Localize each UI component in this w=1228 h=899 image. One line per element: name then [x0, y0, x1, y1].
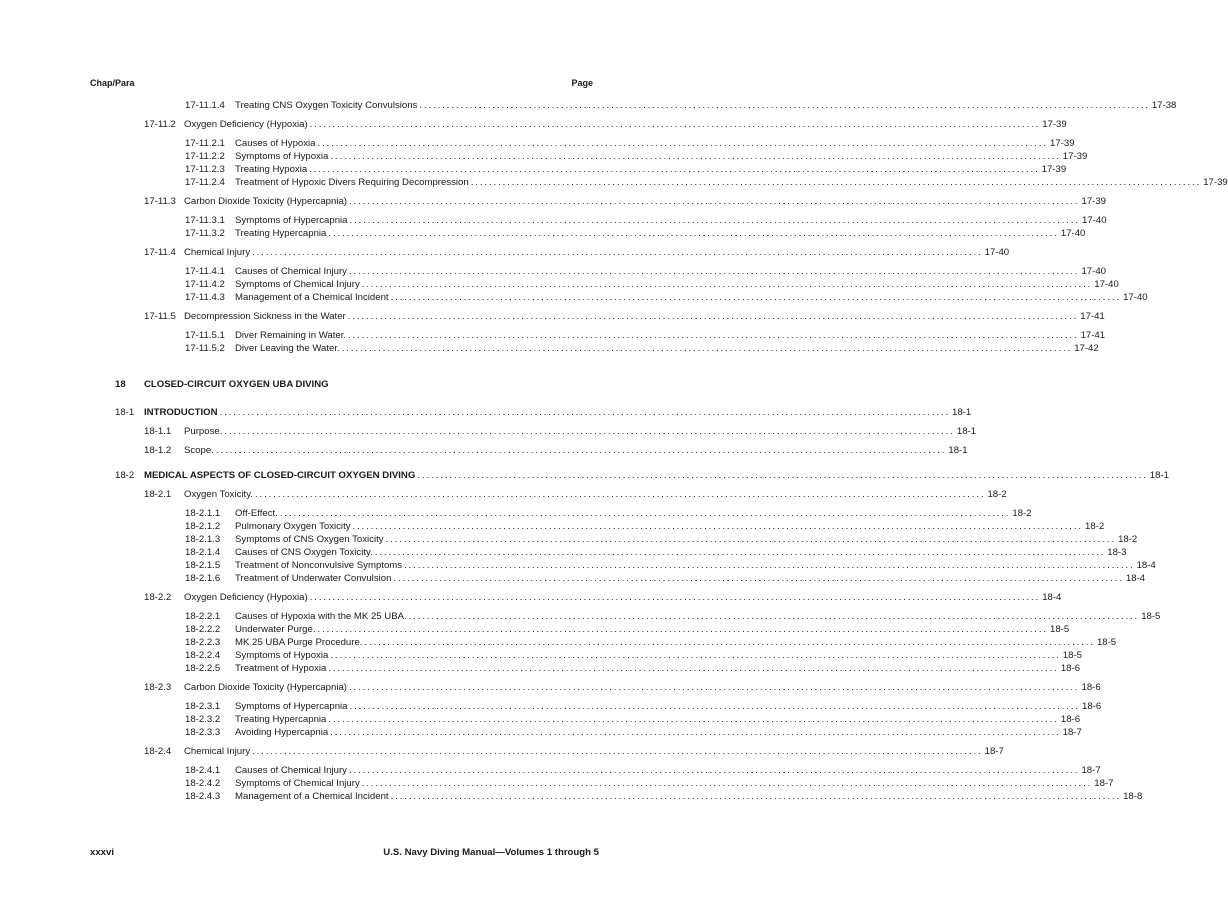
dot-leader: ................................................................................................................................................................ — [328, 714, 1059, 725]
toc-entry-page: 17-39 — [1042, 119, 1067, 130]
column-header-page: Page — [571, 78, 593, 88]
dot-leader: ................................................................................................................................................................ — [364, 637, 1095, 648]
toc-entry-number: 17-11.1.4 — [185, 100, 225, 111]
toc-entry-number: 17-11.5.2 — [185, 343, 225, 354]
toc-entry-title: Symptoms of Chemical Injury — [235, 778, 360, 789]
toc-entry-title: Treating Hypercapnia — [235, 228, 327, 239]
dot-leader: ................................................................................................................................................................ — [385, 534, 1117, 545]
toc-entry-page: 18-4 — [1136, 560, 1156, 571]
dot-leader: ................................................................................................................................................................ — [317, 624, 1049, 635]
toc-entry-number: 18-2.4 — [144, 746, 172, 757]
dot-leader: ................................................................................................................................................................ — [348, 765, 1080, 776]
toc-entry-number: 18-2.3 — [144, 682, 172, 693]
dot-leader: ................................................................................................................................................................ — [349, 701, 1080, 712]
toc-entry-number: 18-2.1.2 — [185, 521, 221, 532]
toc-entry-number: 18-2.2.1 — [185, 611, 221, 622]
toc-entry-title: Oxygen Deficiency (Hypoxia) — [184, 592, 308, 603]
chapter-title: CLOSED-CIRCUIT OXYGEN UBA DIVING — [144, 379, 329, 390]
toc-entry-title: Carbon Dioxide Toxicity (Hypercapnia) — [184, 196, 347, 207]
toc-entry-page: 18-6 — [1060, 663, 1081, 674]
toc-entry-number: 17-11.5 — [144, 311, 176, 322]
toc-entry-title: Oxygen Toxicity. — [184, 489, 253, 500]
toc-entry[interactable] — [144, 488, 1007, 501]
toc-entry-title: Avoiding Hypercapnia — [235, 727, 329, 738]
toc-entry-title: Scope. — [184, 445, 214, 456]
toc-entry-title: Treatment of Underwater Convulsion — [235, 573, 392, 584]
toc-entry-page: 18-4 — [1042, 592, 1062, 603]
toc-entry-page: 18-3 — [1107, 547, 1127, 558]
dot-leader: ................................................................................................................................................................ — [341, 343, 1073, 354]
toc-entry[interactable] — [185, 777, 1114, 790]
toc-entry-title: Off-Effect. — [235, 508, 278, 519]
toc-entry[interactable] — [185, 278, 1119, 291]
toc-entry-number: 18-2.1.4 — [185, 547, 221, 558]
toc-entry[interactable] — [185, 623, 1070, 636]
toc-entry-page: 18-2 — [1118, 534, 1138, 545]
toc-entry-page: 18-2 — [1085, 521, 1105, 532]
dot-leader: ................................................................................................................................................................ — [408, 611, 1140, 622]
toc-entry-title: Treating CNS Oxygen Toxicity Convulsions — [235, 100, 418, 111]
toc-entry-number: 17-11.2.2 — [185, 151, 225, 162]
toc-entry-number: 18-2.1.5 — [185, 560, 221, 571]
toc-entry[interactable] — [185, 713, 1081, 726]
toc-entry-number: 18-1.2 — [144, 445, 172, 456]
toc-entry[interactable] — [185, 764, 1101, 777]
toc-entry-title: Pulmonary Oxygen Toxicity — [235, 521, 351, 532]
toc-entry-title: Oxygen Deficiency (Hypoxia) — [184, 119, 308, 130]
toc-entry-title: Symptoms of Chemical Injury — [235, 279, 360, 290]
toc-entry-page: 17-40 — [1094, 279, 1119, 290]
toc-entry[interactable] — [185, 227, 1086, 240]
toc-entry-title: Carbon Dioxide Toxicity (Hypercapnia) — [184, 682, 347, 693]
toc-entry-number: 18-2.3.2 — [185, 714, 221, 725]
toc-entry-title: Diver Remaining in Water. — [235, 330, 347, 341]
toc-entry[interactable] — [144, 246, 1010, 259]
toc-entry[interactable] — [115, 469, 1169, 482]
toc-entry-number: 17-11.4 — [144, 247, 176, 258]
toc-entry[interactable] — [185, 700, 1102, 713]
dot-leader: ................................................................................................................................................................ — [390, 292, 1122, 303]
toc-entry-title: Management of a Chemical Incident — [235, 292, 389, 303]
toc-entry-title: Causes of Hypoxia — [235, 138, 316, 149]
toc-entry[interactable] — [185, 176, 1228, 189]
toc-entry[interactable] — [185, 163, 1067, 176]
toc-entry[interactable] — [144, 118, 1067, 131]
toc-entry[interactable] — [185, 559, 1156, 572]
dot-leader: ................................................................................................................................................................ — [352, 521, 1084, 532]
dot-leader: ................................................................................................................................................................ — [330, 650, 1061, 661]
toc-entry-number: 17-11.2.1 — [185, 138, 225, 149]
toc-entry-page: 18-7 — [1062, 727, 1082, 738]
toc-entry[interactable] — [185, 662, 1081, 675]
toc-entry-title: Diver Leaving the Water. — [235, 343, 340, 354]
toc-entry-title: Causes of Chemical Injury — [235, 266, 347, 277]
toc-entry-title: Symptoms of Hypercapnia — [235, 701, 348, 712]
dot-leader: ................................................................................................................................................................ — [309, 119, 1041, 130]
dot-leader: ................................................................................................................................................................ — [470, 177, 1202, 188]
toc-entry-title: Symptoms of Hypercapnia — [235, 215, 348, 226]
toc-entry-title: Causes of Hypoxia with the MK 25 UBA. — [235, 611, 407, 622]
toc-entry[interactable] — [115, 406, 972, 419]
toc-entry[interactable] — [185, 790, 1143, 803]
dot-leader: ................................................................................................................................................................ — [348, 330, 1079, 341]
toc-entry-page: 18-8 — [1123, 791, 1143, 802]
toc-entry[interactable] — [185, 342, 1099, 355]
toc-entry-page: 18-7 — [1094, 778, 1114, 789]
dot-leader: ................................................................................................................................................................ — [224, 426, 955, 437]
toc-entry-number: 18-1.1 — [144, 426, 172, 437]
toc-entry[interactable] — [185, 99, 1177, 112]
toc-entry[interactable] — [185, 572, 1146, 585]
toc-entry-number: 18-2.1.6 — [185, 573, 221, 584]
manual-title: U.S. Navy Diving Manual—Volumes 1 through 5 — [383, 847, 599, 858]
dot-leader: ................................................................................................................................................................ — [215, 445, 947, 456]
toc-entry[interactable] — [144, 195, 1107, 208]
dot-leader: ................................................................................................................................................................ — [419, 100, 1150, 111]
toc-entry[interactable] — [185, 610, 1161, 623]
toc-entry-page: 18-2 — [1012, 508, 1032, 519]
toc-entry-number: 18-2.2 — [144, 592, 172, 603]
toc-entry-number: 18-2 — [115, 470, 135, 481]
toc-entry-number: 18-2.1 — [144, 489, 172, 500]
dot-leader: ................................................................................................................................................................ — [279, 508, 1011, 519]
toc-entry-number: 17-11.4.3 — [185, 292, 225, 303]
toc-entry-number: 18-2.2.4 — [185, 650, 221, 661]
toc-entry[interactable] — [144, 745, 1004, 758]
toc-entry-page: 18-7 — [984, 746, 1004, 757]
toc-entry-title: Symptoms of Hypoxia — [235, 151, 329, 162]
toc-entry-page: 18-1 — [956, 426, 977, 437]
toc-entry[interactable] — [144, 591, 1062, 604]
toc-entry[interactable] — [144, 444, 968, 457]
toc-entry-page: 18-2 — [987, 489, 1007, 500]
dot-leader: ................................................................................................................................................................ — [349, 682, 1080, 693]
toc-entry-page: 18-5 — [1050, 624, 1070, 635]
toc-entry[interactable] — [144, 681, 1101, 694]
toc-entry[interactable] — [144, 310, 1105, 323]
dot-leader: ................................................................................................................................................................ — [390, 791, 1122, 802]
toc-entry-page: 17-40 — [1123, 292, 1148, 303]
toc-entry[interactable] — [185, 520, 1105, 533]
toc-entry[interactable] — [185, 329, 1106, 342]
toc-entry-page: 17-40 — [1081, 266, 1107, 277]
toc-entry-title: Treatment of Hypoxia — [235, 663, 327, 674]
dot-leader: ................................................................................................................................................................ — [348, 266, 1080, 277]
toc-entry-title: Underwater Purge. — [235, 624, 316, 635]
toc-entry-page: 17-39 — [1041, 164, 1067, 175]
dot-leader: ................................................................................................................................................................ — [330, 727, 1061, 738]
dot-leader: ................................................................................................................................................................ — [309, 164, 1040, 175]
toc-entry-number: 17-11.5.1 — [185, 330, 225, 341]
toc-entry-page: 17-40 — [984, 247, 1010, 258]
toc-entry-title: MK 25 UBA Purge Procedure. — [235, 637, 363, 648]
toc-entry-number: 18-2.3.1 — [185, 701, 221, 712]
toc-entry-page: 17-40 — [1060, 228, 1086, 239]
toc-entry-number: 17-11.3 — [144, 196, 176, 207]
toc-entry-number: 17-11.3.1 — [185, 215, 225, 226]
toc-entry[interactable] — [185, 150, 1088, 163]
toc-entry-title: Treatment of Hypoxic Divers Requiring Decompression — [235, 177, 469, 188]
toc-entry-title: Symptoms of Hypoxia — [235, 650, 329, 661]
toc-entry-number: 17-11.3.2 — [185, 228, 225, 239]
toc-entry-page: 18-1 — [948, 445, 968, 456]
toc-entry-page: 17-39 — [1062, 151, 1088, 162]
toc-entry-page: 17-39 — [1050, 138, 1075, 149]
toc-entry-title: Management of a Chemical Incident — [235, 791, 389, 802]
toc-entry-page: 17-41 — [1080, 311, 1105, 322]
toc-entry[interactable] — [185, 214, 1107, 227]
toc-entry[interactable] — [185, 137, 1075, 150]
dot-leader: ................................................................................................................................................................ — [328, 228, 1059, 239]
chapter-number: 18 — [115, 379, 126, 390]
toc-entry-title: Causes of Chemical Injury — [235, 765, 347, 776]
toc-entry-number: 18-2.4.2 — [185, 778, 221, 789]
toc-entry-page: 18-5 — [1096, 637, 1117, 648]
toc-entry-title: Symptoms of CNS Oxygen Toxicity — [235, 534, 384, 545]
toc-entry[interactable] — [144, 425, 977, 438]
toc-entry[interactable] — [185, 726, 1082, 739]
toc-entry-title: Decompression Sickness in the Water — [184, 311, 346, 322]
toc-entry-number: 17-11.4.2 — [185, 279, 225, 290]
toc-entry-page: 17-42 — [1074, 343, 1099, 354]
toc-entry-page: 18-6 — [1081, 682, 1101, 693]
toc-entry-number: 18-2.2.3 — [185, 637, 221, 648]
toc-entry-number: 17-11.2 — [144, 119, 176, 130]
dot-leader: ................................................................................................................................................................ — [330, 151, 1061, 162]
toc-entry-page: 18-5 — [1062, 650, 1082, 661]
toc-entry-number: 18-2.3.3 — [185, 727, 221, 738]
dot-leader: ................................................................................................................................................................ — [347, 311, 1079, 322]
toc-entry-title: MEDICAL ASPECTS OF CLOSED-CIRCUIT OXYGEN DIVING — [144, 470, 416, 481]
toc-entry-number: 18-2.4.1 — [185, 765, 221, 776]
dot-leader: ................................................................................................................................................................ — [309, 592, 1041, 603]
toc-entry-title: Treating Hypoxia — [235, 164, 308, 175]
toc-entry-title: Treatment of Nonconvulsive Symptoms — [235, 560, 403, 571]
dot-leader: ................................................................................................................................................................ — [254, 489, 986, 500]
dot-leader: ................................................................................................................................................................ — [252, 746, 983, 757]
toc-entry[interactable] — [185, 649, 1082, 662]
toc-entry-page: 17-39 — [1081, 196, 1107, 207]
dot-leader: ................................................................................................................................................................ — [317, 138, 1049, 149]
toc-entry-number: 18-2.2.5 — [185, 663, 221, 674]
toc-entry-title: Chemical Injury — [184, 247, 251, 258]
dot-leader: ................................................................................................................................................................ — [417, 470, 1148, 481]
toc-entry-page: 18-7 — [1081, 765, 1101, 776]
toc-entry-page: 18-4 — [1125, 573, 1146, 584]
toc-entry-title: Chemical Injury — [184, 746, 251, 757]
dot-leader: ................................................................................................................................................................ — [361, 279, 1093, 290]
toc-entry[interactable] — [185, 291, 1148, 304]
dot-leader: ................................................................................................................................................................ — [393, 573, 1124, 584]
toc-entry-number: 18-2.1.1 — [185, 508, 221, 519]
toc-entry-page: 18-6 — [1060, 714, 1081, 725]
toc-entry-number: 17-11.4.1 — [185, 266, 225, 277]
toc-entry[interactable] — [185, 546, 1127, 559]
dot-leader: ................................................................................................................................................................ — [404, 560, 1135, 571]
toc-entry[interactable] — [185, 636, 1117, 649]
toc-entry-number: 17-11.2.4 — [185, 177, 225, 188]
toc-entry-page: 18-1 — [952, 407, 972, 418]
toc-entry-page: 18-6 — [1082, 701, 1102, 712]
toc-entry-page: 17-38 — [1151, 100, 1177, 111]
toc-entry-title: INTRODUCTION — [144, 407, 218, 418]
toc-entry-page: 18-5 — [1141, 611, 1161, 622]
toc-entry-number: 18-2.2.2 — [185, 624, 221, 635]
dot-leader: ................................................................................................................................................................ — [219, 407, 951, 418]
dot-leader: ................................................................................................................................................................ — [349, 196, 1080, 207]
toc-entry-number: 17-11.2.3 — [185, 164, 225, 175]
dot-leader: ................................................................................................................................................................ — [349, 215, 1080, 226]
toc-entry-page: 18-1 — [1149, 470, 1169, 481]
toc-entry-page: 17-39 — [1203, 177, 1228, 188]
toc-entry-title: Purpose. — [184, 426, 223, 437]
toc-entry[interactable] — [185, 265, 1107, 278]
page-number: xxxvi — [90, 847, 115, 858]
toc-entry-number: 18-2.1.3 — [185, 534, 221, 545]
toc-entry[interactable] — [185, 533, 1138, 546]
toc-entry-title: Causes of CNS Oxygen Toxicity. — [235, 547, 373, 558]
toc-entry-page: 17-41 — [1080, 330, 1106, 341]
dot-leader: ................................................................................................................................................................ — [328, 663, 1059, 674]
dot-leader: ................................................................................................................................................................ — [252, 247, 983, 258]
toc-entry-page: 17-40 — [1082, 215, 1107, 226]
column-header-chap-para: Chap/Para — [90, 78, 135, 88]
toc-entry-number: 18-1 — [115, 407, 135, 418]
toc-entry[interactable] — [185, 507, 1032, 520]
dot-leader: ................................................................................................................................................................ — [361, 778, 1093, 789]
dot-leader: ................................................................................................................................................................ — [374, 547, 1106, 558]
toc-entry-title: Treating Hypercapnia — [235, 714, 327, 725]
toc-entry-number: 18-2.4.3 — [185, 791, 221, 802]
